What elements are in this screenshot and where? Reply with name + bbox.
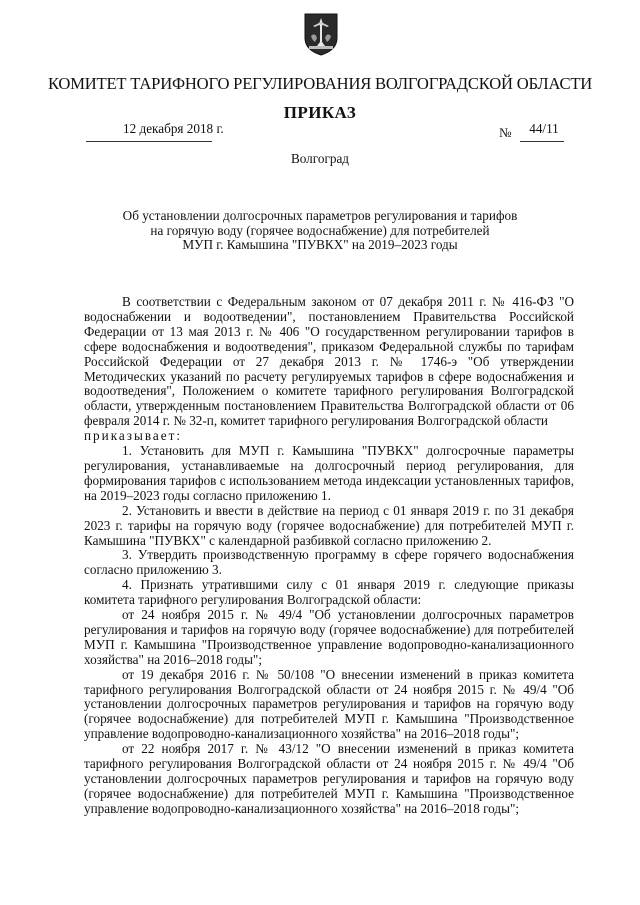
- orders-word: приказывает:: [84, 428, 183, 444]
- preamble-paragraph: В соответствии с Федеральным законом от 07 декабря 2011 г. № 416-ФЗ "О водоснабжении и водоотведении", постановлением Правительства Российской Федерации от 13 мая 2013 г. № 406 "О государственном регулировании тарифов в сфере водоснабжения и водоотведения", приказом Федеральной службы по тарифам Российской Федерации от 27 декабря 2013 г. № 1746-э "Об утверждении Методических указаний по расчету регулируемых тарифов в сфере водоснабжения и водоотведения", Положением о комитете тарифного регулирования Волгоградской области, утвержденным постановлением Правительства Волгоградской области от 06 февраля 2014 г. № 32-п, комитет тарифного регулирования Волгоградской области: [84, 295, 574, 429]
- committee-name: КОМИТЕТ ТАРИФНОГО РЕГУЛИРОВАНИЯ ВОЛГОГРАДСКОЙ ОБЛАСТИ: [47, 74, 593, 93]
- subject-line: на горячую воду (горячее водоснабжение) для потребителей: [150, 222, 490, 238]
- order-item: 1. Установить для МУП г. Камышина "ПУВКХ" долгосрочные параметры регулирования, устанавливаемые на долгосрочный период регулирования, для формирования тарифов с использованием метода индексации установленных тарифов, на 2019–2023 годы согласно приложению 1.: [84, 443, 574, 503]
- subject-line: МУП г. Камышина "ПУВКХ" на 2019–2023 годы: [182, 237, 458, 252]
- order-subject: [100, 209, 540, 253]
- subject-line: Об установлении долгосрочных параметров регулирования и тарифов: [122, 208, 518, 223]
- repealed-order-item: от 22 ноября 2017 г. № 43/12 "О внесении изменений в приказ комитета тарифного регулирования Волгоградской области от 24 ноября 2015 г. № 49/4 "Об установлении долгосрочных параметров регулирования и тарифов на горячую воду (горячее водоснабжение) для потребителей МУП г. Камышина "Производственное управление водопроводно-канализационного хозяйства" на 2016–2018 годы";: [84, 741, 574, 816]
- order-date: 12 декабря 2018 г.: [123, 121, 224, 136]
- order-item: 4. Признать утратившими силу с 01 января 2019 г. следующие приказы комитета тарифного регулирования Волгоградской области:: [84, 577, 574, 608]
- coat-of-arms-icon: [303, 12, 339, 56]
- order-body: [84, 295, 574, 817]
- order-item: 2. Установить и ввести в действие на период с 01 января 2019 г. по 31 декабря 2023 г. тарифы на горячую воду (горячее водоснабжение) для потребителей МУП г. Камышина "ПУВКХ" с календарной разбивкой согласно приложению 2.: [84, 502, 574, 548]
- document-type-title: ПРИКАЗ: [283, 103, 357, 122]
- date-underline: [86, 141, 212, 142]
- order-item: 3. Утвердить производственную программу в сфере горячего водоснабжения согласно приложению 3.: [84, 547, 574, 578]
- order-number: 44/11: [529, 121, 559, 136]
- repealed-order-item: от 24 ноября 2015 г. № 49/4 "Об установлении долгосрочных параметров регулирования и тарифов на горячую воду (горячее водоснабжение) для потребителей МУП г. Камышина "Производственное управление водопроводно-канализационного хозяйства" на 2016–2018 годы";: [84, 607, 574, 667]
- city-name: Волгоград: [290, 151, 350, 166]
- number-sign: №: [499, 125, 512, 140]
- number-underline: [520, 141, 564, 142]
- repealed-order-item: от 19 декабря 2016 г. № 50/108 "О внесении изменений в приказ комитета тарифного регулирования Волгоградской области от 24 ноября 2015 г. № 49/4 "Об установлении долгосрочных параметров регулирования и тарифов на горячую воду (горячее водоснабжение) для потребителей МУП г. Камышина "Производственное управление водопроводно-канализационного хозяйства" на 2016–2018 годы";: [84, 666, 574, 742]
